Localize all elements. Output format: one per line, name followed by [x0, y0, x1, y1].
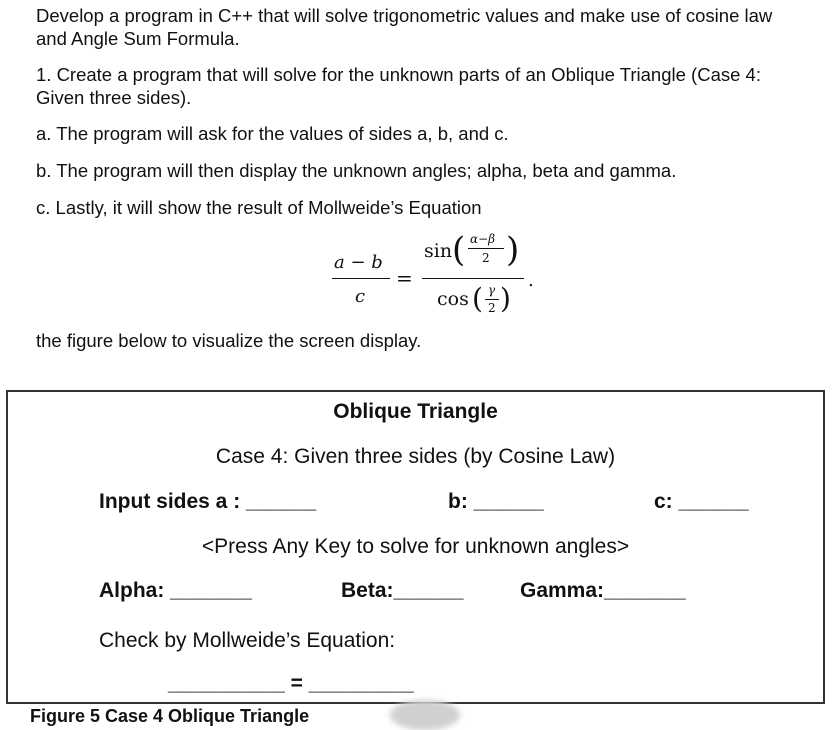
item-b: b. The program will then display the unknown angles; alpha, beta and gamma. — [36, 160, 677, 181]
formula-lhs-denominator: c — [355, 286, 366, 307]
formula-cos-arg-denominator: 2 — [488, 301, 496, 315]
mollweide-check-label: Check by Mollweide’s Equation: — [99, 629, 396, 652]
formula-equals: = — [396, 266, 413, 290]
formula-rhs-bar — [422, 278, 524, 279]
input-side-a: Input sides a : ______ — [99, 490, 317, 513]
formula-cos-lparen: ( — [472, 282, 483, 315]
formula-sin-arg-bar — [468, 248, 504, 249]
input-side-c: c: ______ — [654, 490, 749, 513]
input-side-b: b: ______ — [448, 490, 544, 513]
formula-sin-rparen: ) — [506, 230, 520, 270]
gamma-output: Gamma:_______ — [520, 579, 686, 602]
formula-lhs-bar — [332, 278, 390, 279]
formula-cos-rparen: ) — [500, 282, 511, 315]
formula-cos: cos — [437, 288, 469, 310]
beta-output: Beta:______ — [341, 579, 464, 602]
formula-sin-arg-denominator: 2 — [482, 251, 490, 265]
alpha-output: Alpha: _______ — [99, 579, 252, 602]
figure-title: Oblique Triangle — [333, 400, 498, 423]
item-1: 1. Create a program that will solve for the unknown parts of an Oblique Triangle (Case 4: Given three sides). — [36, 64, 761, 108]
formula-sin: sin — [424, 240, 453, 262]
formula-lhs-numerator: a − b — [334, 252, 383, 273]
watermark-smudge — [390, 700, 460, 730]
figure-subtitle: Case 4: Given three sides (by Cosine Law) — [215, 445, 616, 468]
intro-paragraph: Develop a program in C++ that will solve trigonometric values and make use of cosine law and Angle Sum Formula. — [36, 5, 773, 49]
formula-sin-lparen: ( — [452, 230, 466, 270]
press-any-key-prompt: <Press Any Key to solve for unknown angles> — [201, 535, 630, 558]
formula-period: . — [528, 270, 534, 291]
figure-note: the figure below to visualize the screen display. — [36, 330, 422, 351]
item-c: c. Lastly, it will show the result of Mollweide’s Equation — [36, 197, 482, 218]
figure-caption: Figure 5 Case 4 Oblique Triangle — [30, 706, 310, 726]
screen-display-figure — [6, 390, 825, 704]
mollweide-result: __________ = _________ — [168, 672, 414, 695]
formula-cos-arg-bar — [485, 299, 499, 300]
formula-sin-arg-numerator: α−β — [470, 232, 496, 246]
mollweide-formula — [330, 228, 560, 320]
item-a: a. The program will ask for the values of sides a, b, and c. — [36, 123, 509, 144]
formula-cos-arg-numerator: γ — [488, 283, 496, 297]
